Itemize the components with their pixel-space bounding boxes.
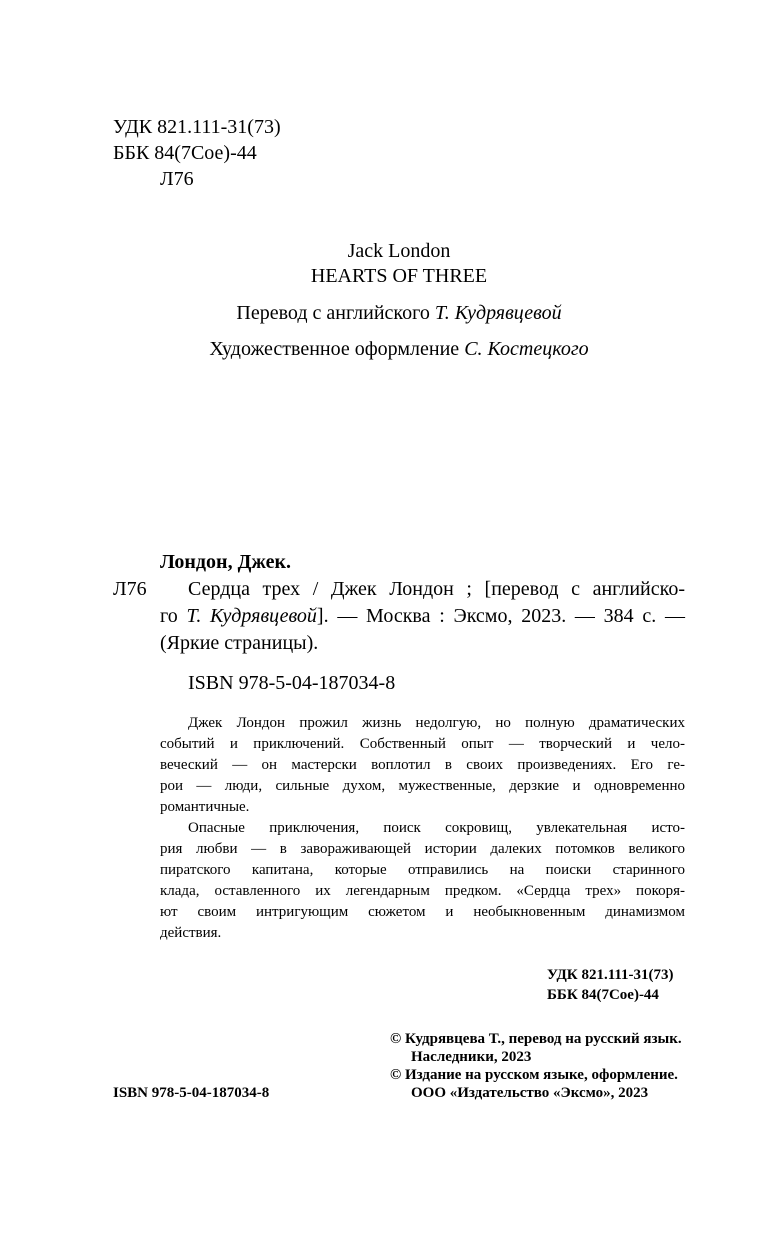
catalog-line-2-translator: Т. Кудрявцевой [186, 605, 317, 627]
author-mark: Л76 [160, 168, 194, 190]
catalog-heading: Лондон, Джек. [160, 551, 291, 573]
translation-prefix: Перевод с английского [236, 302, 430, 324]
annotation-p1-line: романтичные. [160, 799, 250, 815]
copyright-translation: © Кудрявцева Т., перевод на русский язык. [390, 1031, 682, 1047]
copyright-translation-heirs: Наследники, 2023 [411, 1049, 532, 1065]
udk-code: УДК 821.111-31(73) [113, 116, 281, 138]
catalog-isbn: ISBN 978-5-04-187034-8 [188, 672, 396, 694]
catalog-line-1: Сердца трех / Джек Лондон ; [перевод с английско- [188, 578, 685, 600]
annotation-p1-line: рои — люди, сильные духом, мужественные, дерзкие и одновременно [160, 778, 685, 794]
original-author: Jack London [347, 240, 451, 262]
bbk-code: ББК 84(7Сое)-44 [113, 142, 257, 164]
annotation-p2-line: клада, оставленного их легендарным предком. «Сердца трех» покоря- [160, 883, 685, 899]
annotation-p2-line: действия. [160, 925, 222, 941]
design-credit [0, 337, 768, 361]
annotation-p1-line: событий и приключений. Собственный опыт — творческий и чело- [160, 736, 685, 752]
translator-name: Т. Кудрявцевой [434, 302, 562, 324]
catalog-line-2-prefix: го [160, 605, 178, 627]
annotation-p2-line: ют своим интригующим сюжетом и необыкновенным динамизмом [160, 904, 685, 920]
catalog-mark: Л76 [113, 578, 147, 600]
copyright-publisher: ООО «Издательство «Эксмо», 2023 [411, 1085, 649, 1101]
catalog-line-2 [160, 604, 685, 628]
annotation-p2-line: пиратского капитана, которые отправились на поиски старинного [160, 862, 685, 878]
translation-credit [0, 301, 768, 325]
footer-bbk: ББК 84(7Сое)-44 [547, 987, 659, 1003]
copyright-edition: © Издание на русском языке, оформление. [390, 1067, 678, 1083]
annotation-p1-line: веческий — он мастерски воплотил в своих произведениях. Его ге- [160, 757, 685, 773]
designer-name: С. Костецкого [464, 338, 589, 360]
design-prefix: Художественное оформление [209, 338, 460, 360]
annotation-p2-line: Опасные приключения, поиск сокровищ, увлекательная исто- [188, 820, 685, 836]
footer-isbn: ISBN 978-5-04-187034-8 [113, 1085, 270, 1101]
annotation-p2-line: рия любви — в завораживающей истории далеких потомков великого [160, 841, 685, 857]
original-title: HEARTS OF THREE [310, 265, 488, 287]
catalog-line-2-suffix: ]. — Москва : Эксмо, 2023. — 384 с. — [316, 605, 686, 627]
catalog-line-3: (Яркие страницы). [160, 632, 319, 654]
footer-udk: УДК 821.111-31(73) [547, 967, 674, 983]
annotation-p1-line: Джек Лондон прожил жизнь недолгую, но полную драматических [188, 715, 685, 731]
